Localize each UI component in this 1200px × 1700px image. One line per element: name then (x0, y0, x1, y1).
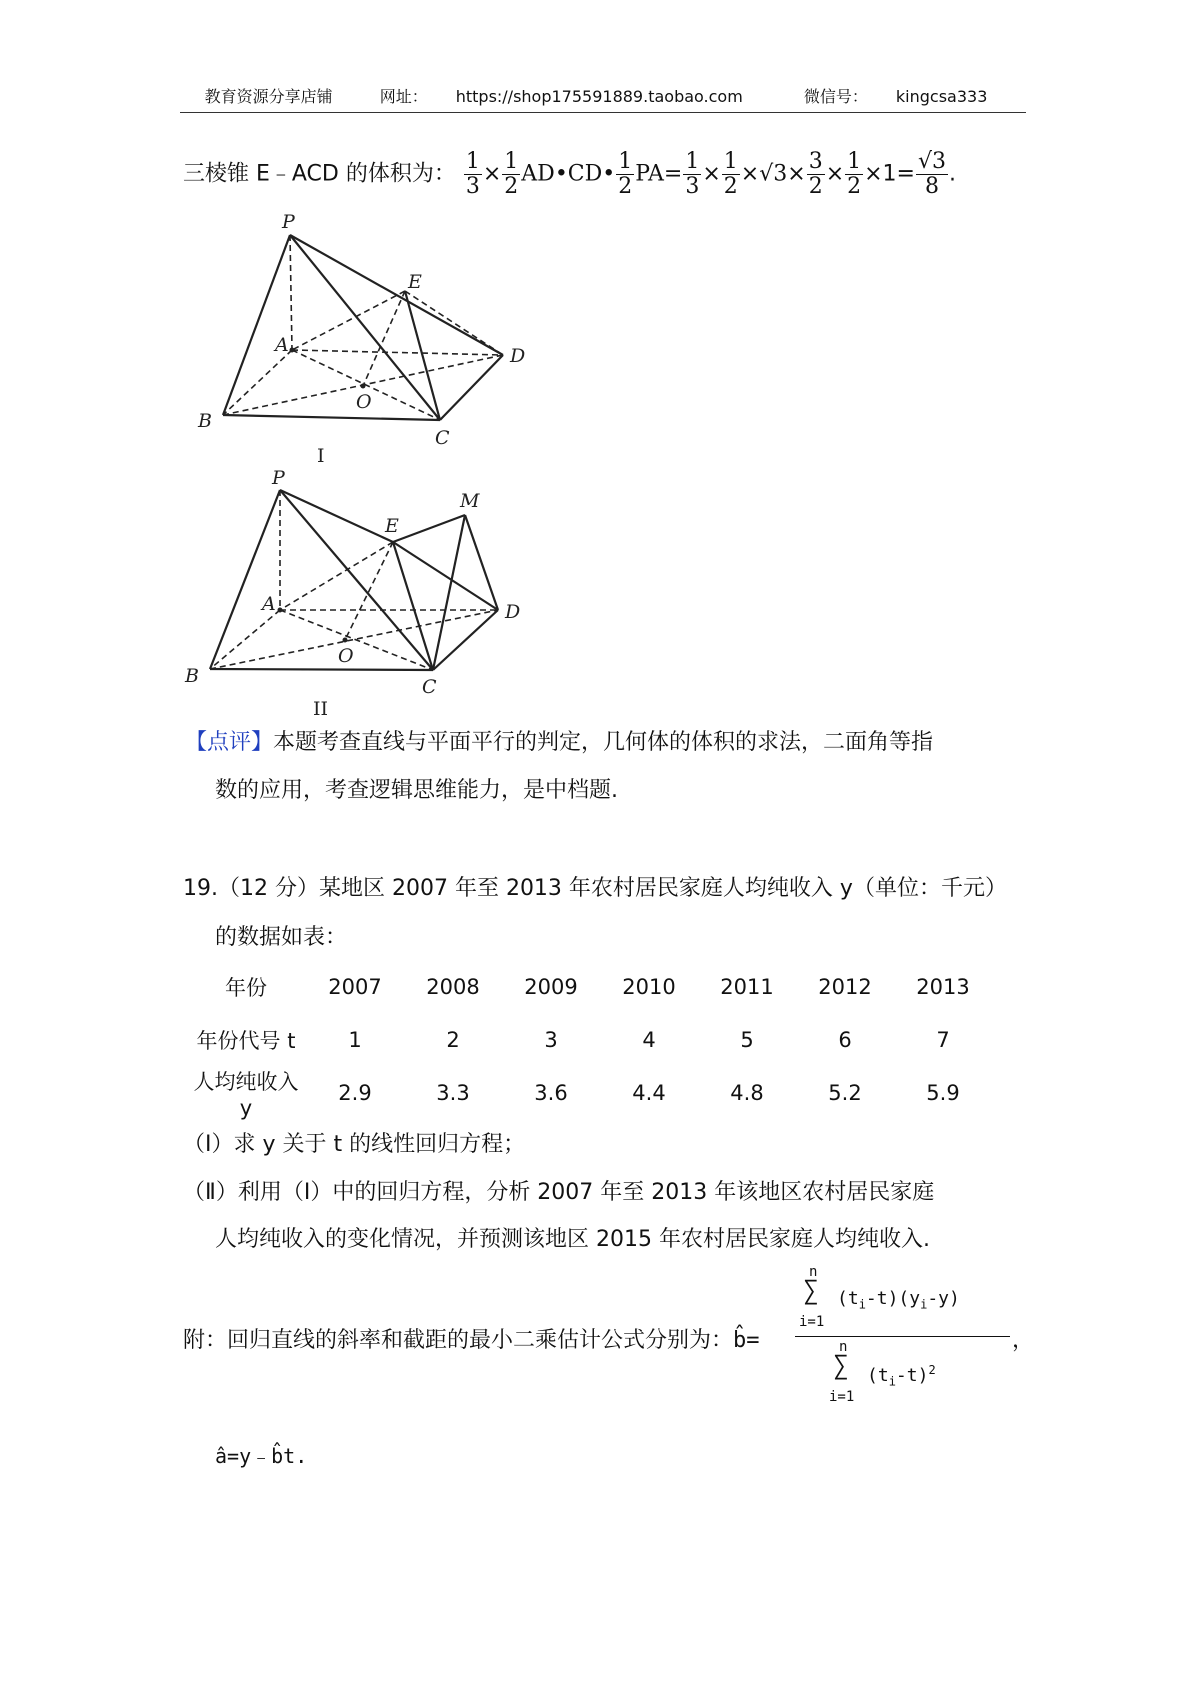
fraction-3: $\frac{1}{2}$ (618, 149, 633, 199)
fraction-5: $\frac{1}{2}$ (723, 149, 738, 199)
label-P: P (272, 467, 285, 489)
comment-line-2: 数的应用，考查逻辑思维能力，是中档题. (215, 778, 618, 803)
table-cell: 2009 (524, 974, 578, 999)
problem-19-line-2: 的数据如表： (215, 925, 348, 950)
table-cell: 2011 (720, 974, 774, 999)
times-sign: × (825, 161, 845, 187)
fraction-4: $\frac{1}{3}$ (685, 149, 700, 199)
fraction-1: $\frac{1}{3}$ (465, 149, 480, 199)
sum-upper: n (809, 1264, 818, 1280)
row-label: 年份代号 t (196, 1028, 296, 1053)
numerator-expression: $(t_i-t)(y_i-y)$ (837, 1288, 960, 1312)
period: . (949, 161, 957, 187)
page-header (180, 84, 1026, 113)
appendix-prefix: 附：回归直线的斜率和截距的最小二乘估计公式分别为： (183, 1328, 734, 1353)
header-url: https://shop175591889.taobao.com (455, 87, 743, 106)
table-row (186, 1066, 992, 1120)
figure-1-caption: I (317, 445, 325, 467)
income-table (186, 960, 992, 1120)
result-fraction: $\frac{√3}{8}$ (918, 149, 947, 199)
sum-symbol: ∑ (803, 1276, 819, 1306)
header-url-group (366, 87, 762, 106)
table-cell: 3 (544, 1027, 558, 1052)
comment-text-1: 本题考查直线与平面平行的判定，几何体的体积的求法，二面角等指 (273, 730, 934, 755)
row-label: 年份 (225, 975, 267, 1000)
table-cell: 4 (642, 1027, 656, 1052)
header-url-label: 网址： (379, 87, 428, 106)
formula-comma: ， (1012, 1328, 1035, 1353)
table-cell: 7 (936, 1027, 950, 1052)
sum-upper: n (839, 1339, 848, 1355)
slope-numerator (795, 1264, 1010, 1337)
table-cell: 5 (740, 1027, 754, 1052)
table-cell: 2010 (622, 974, 676, 999)
label-B: B (198, 410, 212, 432)
table-cell: 1 (348, 1027, 362, 1052)
volume-prefix: 三棱锥 E﹣ACD 的体积为： (183, 161, 456, 187)
label-P: P (282, 211, 295, 233)
table-cell: 2013 (916, 974, 970, 999)
table-cell: 2012 (818, 974, 872, 999)
table-cell: 3.6 (534, 1081, 568, 1105)
figure-2-caption: II (313, 698, 329, 720)
label-C: C (435, 427, 450, 449)
fraction-6: $\frac{3}{2}$ (808, 149, 823, 199)
row-label: 人均纯收入 y (193, 1070, 299, 1120)
table-cell: 3.3 (436, 1081, 470, 1105)
comment-tag: 【点评】 (185, 730, 274, 755)
geometry-figure-2 (180, 460, 560, 720)
problem-19-part-2-line-1: （Ⅱ）利用（Ⅰ）中的回归方程，分析 2007 年至 2013 年该地区农村居民家庭 (183, 1180, 935, 1205)
table-cell: 2.9 (338, 1081, 372, 1105)
sum-lower: i=1 (829, 1389, 855, 1405)
label-D: D (510, 345, 526, 367)
table-row (186, 1013, 992, 1066)
comment-line-1 (185, 725, 933, 756)
times-sign: × (702, 161, 721, 187)
header-wechat-label: 微信号： (803, 87, 868, 106)
table-cell: 2007 (328, 974, 382, 999)
sqrt3-term: √3 (759, 161, 788, 187)
volume-line (183, 150, 956, 199)
label-O: O (356, 391, 372, 413)
sum-lower: i=1 (799, 1314, 825, 1330)
table-cell: 2 (446, 1027, 460, 1052)
appendix-line (183, 1323, 760, 1354)
label-E: E (385, 515, 399, 537)
label-E: E (408, 271, 422, 293)
pa-term: PA= (635, 161, 683, 187)
slope-formula (795, 1264, 1010, 1409)
header-wechat-group (790, 87, 1002, 106)
sum-symbol: ∑ (833, 1351, 849, 1381)
problem-19-part-2-line-2: 人均纯收入的变化情况，并预测该地区 2015 年农村居民家庭人均纯收入. (215, 1227, 930, 1252)
header-shop: 教育资源分享店铺 (204, 87, 333, 106)
table-cell: 4.8 (730, 1081, 764, 1105)
intercept-formula: â=y﹣b̂t. (215, 1444, 308, 1468)
ad-cd-term: AD•CD• (521, 161, 616, 187)
fraction-2: $\frac{1}{2}$ (504, 149, 519, 199)
geometry-figure-1 (180, 200, 560, 470)
table-cell: 4.4 (632, 1081, 666, 1105)
table-cell: 6 (838, 1027, 852, 1052)
times-sign: × (482, 161, 502, 187)
label-A: A (262, 593, 276, 615)
fraction-7: $\frac{1}{2}$ (847, 149, 862, 199)
label-A: A (275, 334, 289, 356)
times-sign: × (740, 161, 760, 187)
table-cell: 5.2 (828, 1081, 862, 1105)
b-hat: b̂= (733, 1328, 760, 1353)
problem-19-part-1: （Ⅰ）求 y 关于 t 的线性回归方程； (183, 1132, 526, 1157)
label-C: C (422, 676, 437, 698)
slope-denominator (795, 1337, 1010, 1409)
label-D: D (505, 601, 521, 623)
table-row (186, 960, 992, 1013)
times-sign: × (787, 161, 806, 187)
one-eq-term: ×1= (864, 161, 915, 187)
label-B: B (185, 665, 199, 687)
denominator-expression: $(t_i-t)^2$ (867, 1363, 936, 1389)
table-cell: 2008 (426, 974, 480, 999)
label-M: M (460, 490, 480, 512)
header-wechat: kingcsa333 (895, 87, 988, 106)
label-O: O (338, 645, 354, 667)
problem-19-line-1: 19.（12 分）某地区 2007 年至 2013 年农村居民家庭人均纯收入 y（单位：千元） (183, 876, 1007, 901)
table-cell: 5.9 (926, 1081, 960, 1105)
